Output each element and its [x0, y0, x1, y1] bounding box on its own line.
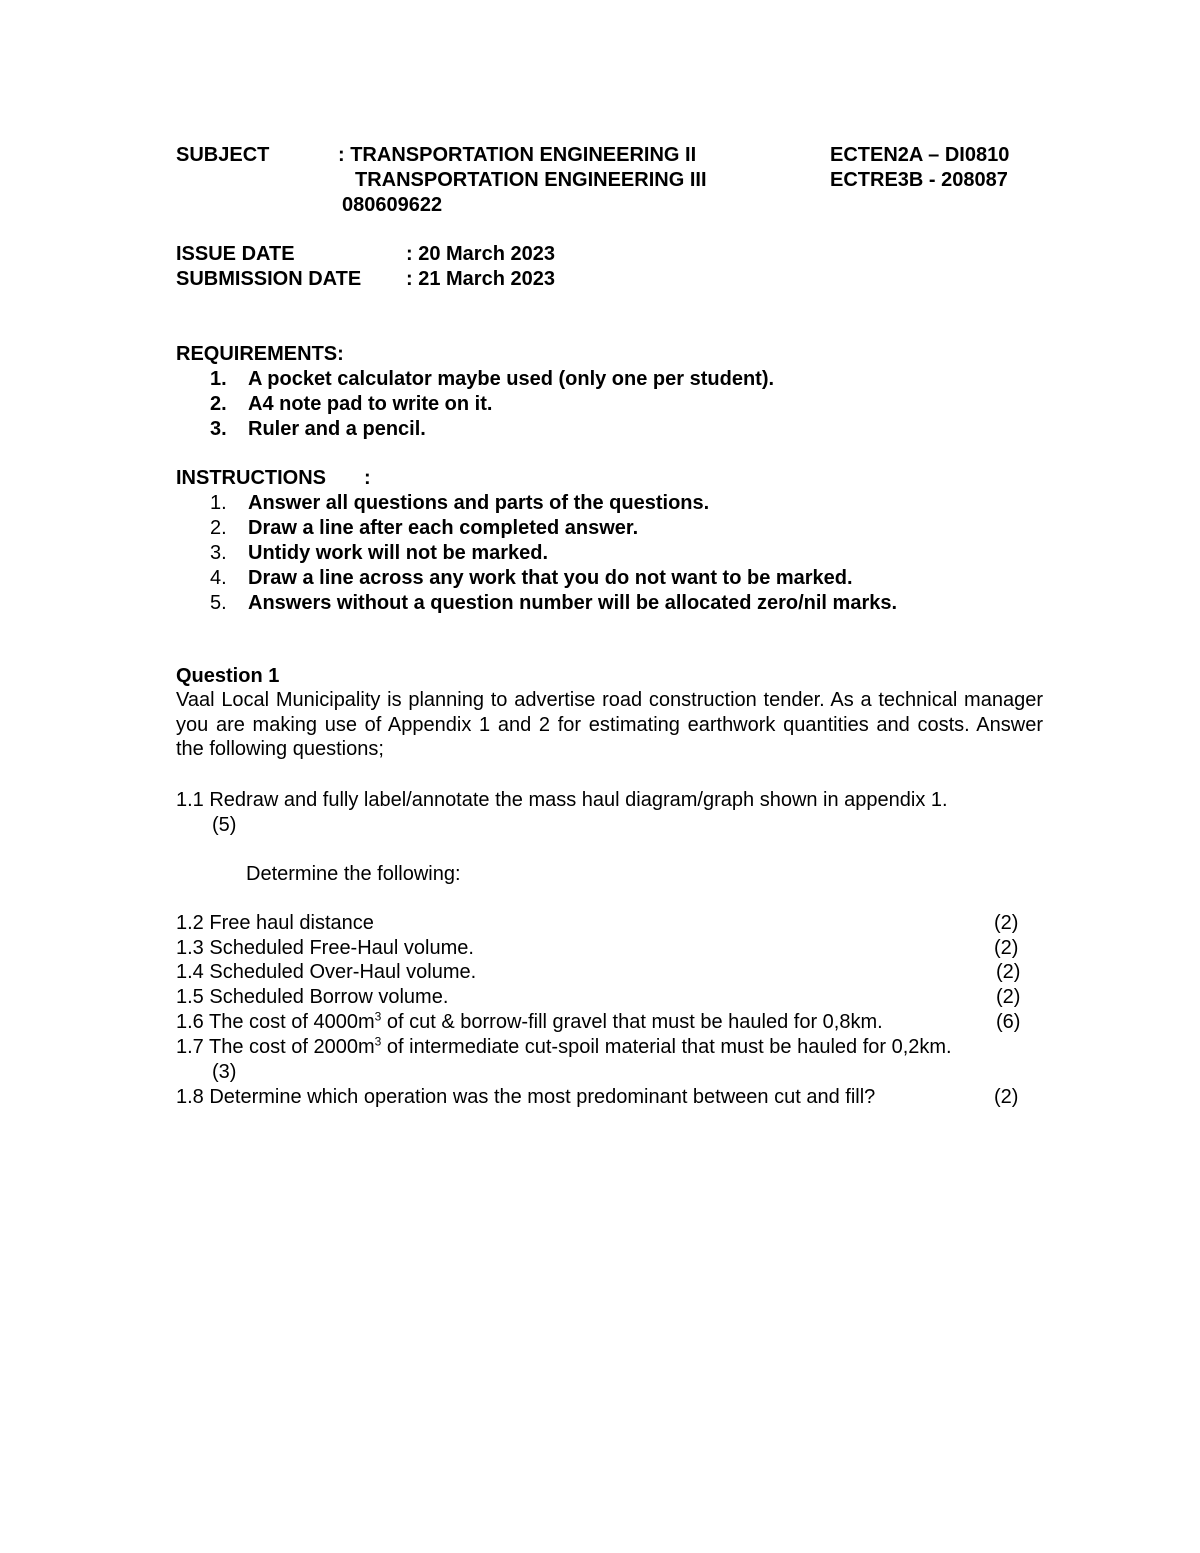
- requirements-heading: REQUIREMENTS:: [176, 343, 344, 365]
- list-item-number: 3.: [210, 418, 227, 440]
- subject-label: SUBJECT: [176, 144, 270, 166]
- list-item-text: A4 note pad to write on it.: [248, 393, 493, 415]
- question-1-7-marks: (3): [212, 1061, 237, 1083]
- list-item-number: 1.: [210, 492, 227, 514]
- list-item-text: Untidy work will not be marked.: [248, 542, 549, 564]
- list-item-text: Answer all questions and parts of the questions.: [248, 492, 710, 514]
- question-1-6-text: [176, 1010, 883, 1034]
- question-1-1-marks: (5): [212, 814, 237, 836]
- question-1-5-marks: (2): [996, 986, 1021, 1008]
- list-item-text: Answers without a question number will be allocated zero/nil marks.: [248, 592, 898, 614]
- superscript-3: 3: [374, 1009, 382, 1024]
- question-1-7-pre: 1.7 The cost of 2000m: [176, 1036, 375, 1058]
- issue-date-label: ISSUE DATE: [176, 243, 295, 265]
- question-1-heading: Question 1: [176, 665, 280, 687]
- course-code-1: ECTEN2A – DI0810: [830, 144, 1010, 166]
- question-1-8-marks: (2): [994, 1086, 1019, 1108]
- question-1-2-text: 1.2 Free haul distance: [176, 912, 374, 934]
- list-item-number: 3.: [210, 542, 227, 564]
- question-1-2-marks: (2): [994, 912, 1019, 934]
- subject-line-3: 080609622: [342, 194, 443, 216]
- question-1-7-post: of intermediate cut-spoil material that must be hauled for 0,2km.: [381, 1036, 952, 1058]
- submission-date-value: : 21 March 2023: [406, 268, 555, 290]
- question-1-6-post: of cut & borrow-fill gravel that must be hauled for 0,8km.: [381, 1011, 883, 1033]
- list-item-number: 1.: [210, 368, 227, 390]
- issue-date-value: : 20 March 2023: [406, 243, 555, 265]
- question-1-5-text: 1.5 Scheduled Borrow volume.: [176, 986, 449, 1008]
- list-item-text: Draw a line after each completed answer.: [248, 517, 639, 539]
- question-1-3-marks: (2): [994, 937, 1019, 959]
- list-item-number: 2.: [210, 517, 227, 539]
- list-item-text: Draw a line across any work that you do not want to be marked.: [248, 567, 853, 589]
- subject-line-2: TRANSPORTATION ENGINEERING III: [355, 169, 707, 191]
- course-code-2: ECTRE3B - 208087: [830, 169, 1008, 191]
- determine-text: Determine the following:: [246, 863, 461, 885]
- list-item-number: 2.: [210, 393, 227, 415]
- question-1-7-text: [176, 1035, 952, 1059]
- submission-date-label: SUBMISSION DATE: [176, 268, 362, 290]
- question-1-6-marks: (6): [996, 1011, 1021, 1033]
- question-1-3-text: 1.3 Scheduled Free-Haul volume.: [176, 937, 474, 959]
- superscript-3: 3: [374, 1034, 382, 1049]
- question-1-4-marks: (2): [996, 961, 1021, 983]
- question-1-4-text: 1.4 Scheduled Over-Haul volume.: [176, 961, 477, 983]
- instructions-colon: :: [364, 467, 371, 489]
- question-1-8-text: 1.8 Determine which operation was the most predominant between cut and fill?: [176, 1086, 876, 1108]
- question-1-intro: Vaal Local Municipality is planning to advertise road construction tender. As a technical manager you are making use of Appendix 1 and 2 for estimating earthwork quantities and costs. Answer the following questions;: [176, 689, 1043, 760]
- question-1-1-text: 1.1 Redraw and fully label/annotate the mass haul diagram/graph shown in appendix 1.: [176, 789, 948, 811]
- subject-line-1: : TRANSPORTATION ENGINEERING II: [338, 144, 697, 166]
- question-1-6-pre: 1.6 The cost of 4000m: [176, 1011, 375, 1033]
- instructions-heading: INSTRUCTIONS: [176, 467, 326, 489]
- list-item-text: A pocket calculator maybe used (only one per student).: [248, 368, 775, 390]
- list-item-text: Ruler and a pencil.: [248, 418, 426, 440]
- list-item-number: 4.: [210, 567, 227, 589]
- list-item-number: 5.: [210, 592, 227, 614]
